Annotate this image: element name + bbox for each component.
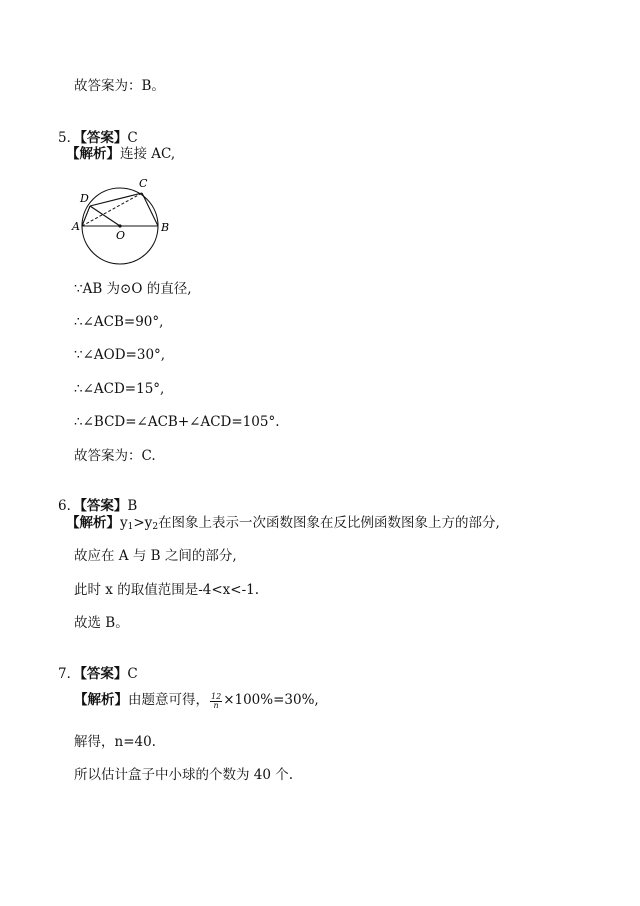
- q7-answer-line: [58, 666, 138, 682]
- q6-final-answer: 故选 B。: [74, 615, 129, 631]
- q7-fraction-numerator: 12: [211, 692, 222, 701]
- q6-y1: y: [120, 515, 128, 531]
- q6-sub-2: 2: [152, 522, 159, 532]
- q7-answer-tag: 【答案】: [80, 666, 128, 682]
- q5-analysis-text: 连接 AC,: [120, 146, 176, 162]
- q6-step-1: 故应在 A 与 B 之间的部分,: [74, 548, 237, 564]
- q5-analysis-line: [66, 146, 175, 162]
- q7-answer: C: [127, 666, 138, 682]
- q5-step-1: ∵AB 为⊙O 的直径,: [74, 281, 192, 297]
- q6-number: 6．: [58, 498, 81, 514]
- q7-fraction-denominator: n: [213, 701, 219, 710]
- label-a: A: [72, 220, 80, 233]
- q7-analysis-line: [74, 692, 319, 710]
- label-d: D: [80, 192, 89, 205]
- q7-analysis-pre: 由题意可得，: [128, 692, 209, 708]
- q7-step-1: 解得，n=40.: [74, 734, 156, 750]
- q5-analysis-tag: 【解析】: [66, 146, 120, 162]
- q6-analysis-tag: 【解析】: [66, 515, 120, 531]
- q6-analysis-line: [66, 515, 500, 535]
- q6-gt-y2: >y: [133, 515, 153, 531]
- q7-fraction: [210, 693, 222, 710]
- q6-answer-line: [58, 498, 137, 514]
- q7-analysis-post: ×100%=30%,: [223, 692, 319, 708]
- q6-answer-tag: 【答案】: [80, 498, 128, 514]
- q7-number: 7．: [58, 666, 81, 682]
- q5-step-5: ∴∠BCD=∠ACB+∠ACD=105°.: [74, 414, 280, 430]
- q5-answer: C: [127, 130, 138, 146]
- center-point-o: [118, 224, 121, 227]
- q5-step-2: ∴∠ACB=90°,: [74, 314, 164, 330]
- q5-step-3: ∵∠AOD=30°,: [74, 347, 166, 363]
- q7-analysis-tag: 【解析】: [74, 692, 128, 708]
- answer-line-4: 故答案为：B。: [74, 78, 165, 94]
- segment-cb: [142, 193, 158, 226]
- q7-final-answer: 所以估计盒子中小球的个数为 40 个.: [74, 767, 294, 783]
- label-c: C: [139, 177, 148, 190]
- segment-do: [90, 206, 120, 226]
- q5-step-4: ∴∠ACD=15°,: [74, 381, 165, 397]
- q6-analysis-text: 在图象上表示一次函数图象在反比例函数图象上方的部分,: [158, 515, 500, 531]
- q5-final-answer: 故答案为：C.: [74, 448, 156, 464]
- q6-sub-1: 1: [127, 522, 134, 532]
- q5-number: 5．: [58, 130, 81, 146]
- label-o: O: [116, 229, 126, 242]
- q5-answer-tag: 【答案】: [80, 130, 128, 146]
- label-b: B: [161, 221, 170, 234]
- q6-step-2: 此时 x 的取值范围是-4<x<-1.: [74, 582, 260, 598]
- q6-answer: B: [127, 498, 138, 514]
- q5-answer-line: [58, 130, 138, 146]
- circle-geometry-figure: [70, 172, 182, 268]
